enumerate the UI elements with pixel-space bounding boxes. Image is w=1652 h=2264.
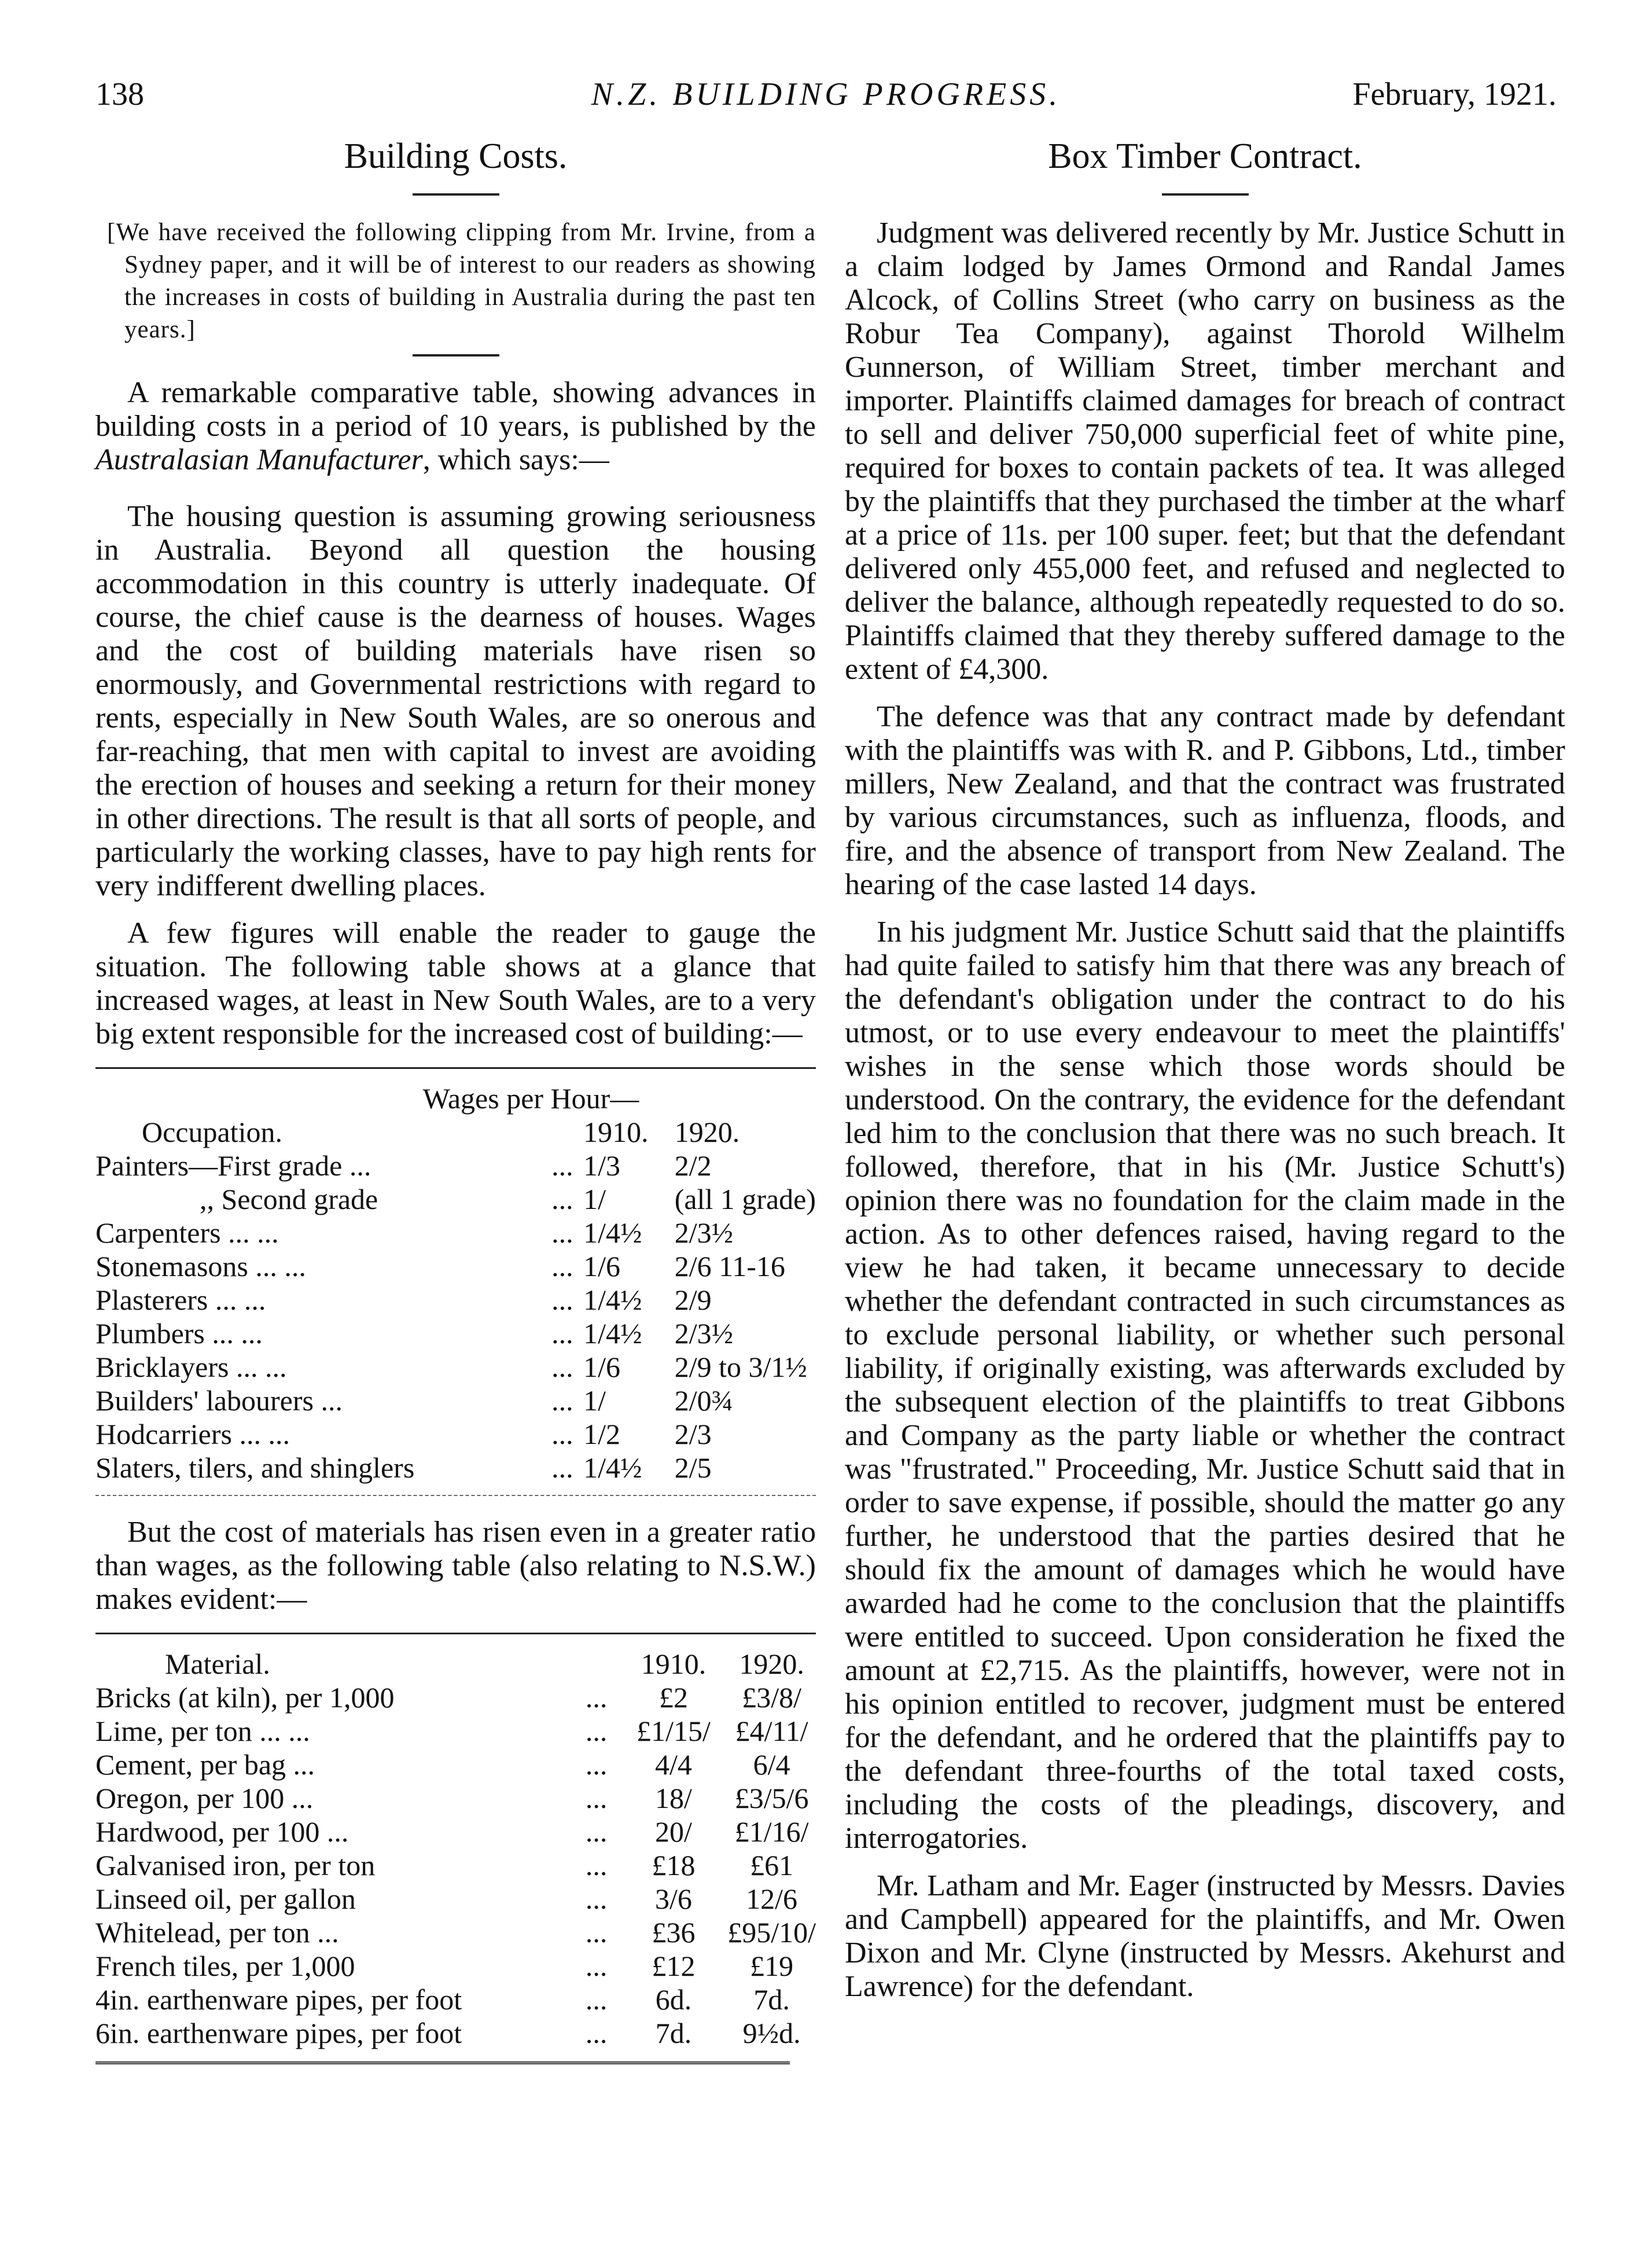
ruling-paragraph: In his judgment Mr. Justice Schutt said that the plaintiffs had quite failed to satisfy him that there was any breach of the defendant's obligation under the contract to do his utmost, or to use every endeavour to meet the plaintiffs' wishes in the sense which those words should be understood. On the contrary, the evidence for the defendant led him to the conclusion that there was no such breach. It followed, therefore, that in his (Mr. Justice Schutt's) opinion there was no foundation for the claim made in the action. As to other defences raised, having regard to the view he had taken, it became unnecessary to decide whether the defendant contracted in such circumstances as to exclude personal liability, or whether such personal liability, if originally existing, was afterwards excluded by the subsequent election of the plaintiffs to treat Gibbons and Company as the party liable or whether the contract was "frustrated." Proceeding, Mr. Justice Schutt said that in order to save expense, if possible, should the matter go any further, he understood that the parties desired that he should fix the amount of damages which he would have awarded had he come to the conclusion that the plaintiffs were entitled to succeed. Upon consideration he fixed the amount at £2,715. As the plaintiffs, however, were not in his opinion entitled to recover, judgment must be entered for the defendant, and he ordered that the plaintiffs pay to the defendant three-fourths of the total taxed costs, including the costs of the pleadings, discovery, and interrogatories. (845, 916, 1565, 1855)
leader-dots: ... (585, 1983, 608, 2016)
price-1920-cell: 6/4 (753, 1748, 790, 1781)
material-cell: Whitelead, per ton ... (95, 1916, 339, 1949)
header-spacer (573, 1647, 620, 1681)
price-1920-cell: 12/6 (746, 1883, 798, 1915)
wage-1910-cell: 1/4½ (583, 1451, 642, 1484)
intro-text: A remarkable comparative table, showing advances in building costs in a period of 10 years, is published by the (95, 376, 816, 443)
materials-table-body (95, 1681, 816, 2050)
material-cell: Oregon, per 100 ... (95, 1782, 314, 1814)
leader-dots: ... (551, 1284, 573, 1316)
price-1910-cell: £2 (658, 1681, 688, 1714)
occupation-cell: Slaters, tilers, and shinglers (95, 1451, 415, 1484)
materials-paragraph: But the cost of materials has risen even in a greater ratio than wages, as the following table (also relating to N.S.W.) makes evident:— (95, 1516, 816, 1616)
table-row (95, 1451, 816, 1484)
table-row (95, 1916, 816, 1949)
price-1910-cell: £36 (652, 1916, 696, 1949)
wages-header-row (95, 1115, 816, 1149)
issue-date: February, 1921. (1352, 76, 1557, 112)
judgment-paragraph: Judgment was delivered recently by Mr. Justice Schutt in a claim lodged by James Ormond and Randal James Alcock, of Collins Street (who carry on business as the Robur Tea Company), against Thorold Wilhelm Gunnerson, of William Street, timber merchant and importer. Plaintiffs claimed damages for breach of contract to sell and deliver 750,000 superficial feet of white pine, required for boxes to contain packets of tea. It was alleged by the plaintiffs that they purchased the timber at the wharf at a price of 11s. per 100 super. feet; but that the defendant delivered only 455,000 feet, and refused and neglected to deliver the balance, although repeatedly requested to do so. Plaintiffs claimed that they thereby suffered damage to the extent of £4,300. (845, 216, 1565, 686)
table-row (95, 1417, 816, 1451)
col-1920: 1920. (739, 1648, 804, 1680)
price-1920-cell: £1/16/ (734, 1815, 809, 1848)
col-occupation: Occupation. (142, 1116, 282, 1148)
materials-table (95, 1647, 816, 2050)
wages-header-group-row (95, 1082, 816, 1115)
leader-dots: ... (585, 1815, 608, 1848)
material-cell: Bricks (at kiln), per 1,000 (95, 1681, 395, 1714)
occupation-cell: Plumbers ... ... (95, 1317, 263, 1350)
material-cell: Lime, per ton ... ... (95, 1715, 310, 1747)
leader-dots: ... (585, 1950, 608, 1982)
title-rule (413, 193, 499, 196)
figures-paragraph: A few figures will enable the reader to gauge the situation. The following table shows at a glance that increased wages, at least in New South Wales, are to a very big extent responsible for the increased cost of building:— (95, 917, 816, 1050)
counsel-paragraph: Mr. Latham and Mr. Eager (instructed by Messrs. Davies and Campbell) appeared for the plaintiffs, and Mr. Owen Dixon and Mr. Clyne (instructed by Messrs. Akehurst and Lawrence) for the defendant. (845, 1869, 1565, 2003)
price-1910-cell: 20/ (655, 1815, 692, 1848)
table-row (95, 1848, 816, 1882)
table-row (95, 1283, 816, 1317)
end-rule (95, 2061, 790, 2064)
material-cell: 4in. earthenware pipes, per foot (95, 1983, 462, 2016)
table-row (95, 1748, 816, 1781)
leader-dots: ... (551, 1384, 573, 1417)
table-row (95, 1815, 816, 1848)
price-1910-cell: 6d. (655, 1983, 692, 2016)
wage-1910-cell: 1/6 (583, 1351, 621, 1383)
col-1920: 1920. (674, 1116, 740, 1148)
leader-dots: ... (551, 1149, 573, 1182)
editor-note: [We have received the following clipping from Mr. Irvine, from a Sydney paper, and it will be of interest to our readers as showing the increases in costs of building in Australia during the past ten years.] (107, 219, 816, 343)
price-1910-cell: £18 (652, 1849, 696, 1881)
article-title: Building Costs. (344, 137, 568, 176)
intro-paragraph (95, 376, 816, 477)
materials-header-row (95, 1647, 816, 1681)
intro-text-end: , which says:— (422, 443, 609, 476)
leader-dots: ... (585, 1883, 608, 1915)
wage-1910-cell: 1/3 (583, 1149, 621, 1182)
table-bottom-rule (95, 1495, 816, 1496)
wage-1920-cell: (all 1 grade) (674, 1183, 816, 1215)
wage-1910-cell: 1/4½ (583, 1216, 642, 1249)
material-cell: Galvanised iron, per ton (95, 1849, 376, 1881)
wage-1910-cell: 1/ (583, 1384, 606, 1417)
materials-top-rule (95, 1633, 816, 1634)
price-1920-cell: £19 (750, 1950, 794, 1982)
wage-1920-cell: 2/6 11-16 (674, 1250, 785, 1282)
material-cell: 6in. earthenware pipes, per foot (95, 2017, 462, 2049)
occupation-cell: Stonemasons ... ... (95, 1250, 306, 1282)
col-1910: 1910. (583, 1116, 649, 1148)
table-row (95, 1182, 816, 1216)
leader-dots: ... (551, 1250, 573, 1282)
wage-1920-cell: 2/0¾ (674, 1384, 734, 1417)
table-top-rule (95, 1067, 816, 1069)
leader-dots: ... (585, 1782, 608, 1814)
wage-1920-cell: 2/2 (674, 1149, 712, 1182)
wage-1910-cell: 1/ (583, 1183, 606, 1215)
box-timber-article (845, 133, 1565, 2017)
price-1920-cell: £95/10/ (727, 1916, 816, 1949)
col-material: Material. (165, 1648, 270, 1680)
occupation-cell: Carpenters ... ... (95, 1216, 279, 1249)
table-row (95, 1681, 816, 1714)
page-number: 138 (95, 76, 144, 112)
leader-dots: ... (551, 1216, 573, 1249)
leader-dots: ... (551, 1317, 573, 1350)
building-costs-article (95, 133, 816, 2064)
leader-dots: ... (585, 2017, 608, 2049)
leader-dots: ... (585, 1916, 608, 1949)
price-1910-cell: £12 (652, 1950, 696, 1982)
occupation-cell: ,, Second grade (200, 1183, 378, 1215)
wages-header-group: Wages per Hour— (422, 1082, 639, 1115)
wage-1920-cell: 2/3 (674, 1418, 712, 1450)
price-1910-cell: 4/4 (655, 1748, 692, 1781)
running-header (95, 68, 1557, 120)
table-row (95, 1714, 816, 1748)
table-row (95, 1149, 816, 1182)
occupation-cell: Bricklayers ... ... (95, 1351, 287, 1383)
table-row (95, 2016, 816, 2050)
publication-title: N.Z. BUILDING PROGRESS. (591, 76, 1061, 112)
table-row (95, 1983, 816, 2016)
wage-1910-cell: 1/4½ (583, 1317, 642, 1350)
material-cell: Linseed oil, per gallon (95, 1883, 356, 1915)
table-row (95, 1350, 816, 1384)
table-row (95, 1949, 816, 1983)
table-row (95, 1882, 816, 1916)
wage-1910-cell: 1/4½ (583, 1284, 642, 1316)
occupation-cell: Builders' labourers ... (95, 1384, 343, 1417)
housing-paragraph: The housing question is assuming growing seriousness in Australia. Beyond all question the housing accommodation in this country is utterly inadequate. Of course, the chief cause is the dearness of houses. Wages and the cost of building materials have risen so enormously, and Governmental restrictions with regard to rents, especially in New South Wales, are so onerous and far-reaching, that men with capital to invest are avoiding the erection of houses and seeking a return for their money in other directions. The result is that all sorts of people, and particularly the working classes, have to pay high rents for very indifferent dwelling places. (95, 500, 816, 902)
wages-table-body (95, 1149, 816, 1484)
wage-1920-cell: 2/3½ (674, 1216, 734, 1249)
leader-dots: ... (585, 1849, 608, 1881)
price-1910-cell: £1/15/ (636, 1715, 711, 1747)
leader-dots: ... (551, 1183, 573, 1215)
price-1910-cell: 3/6 (655, 1883, 692, 1915)
title-rule (1162, 193, 1249, 196)
price-1920-cell: 9½d. (742, 2017, 801, 2049)
article-title: Box Timber Contract. (1048, 137, 1362, 176)
leader-dots: ... (551, 1418, 573, 1450)
leader-dots: ... (551, 1351, 573, 1383)
price-1910-cell: 7d. (655, 2017, 692, 2049)
wage-1920-cell: 2/3½ (674, 1317, 734, 1350)
leader-dots: ... (585, 1715, 608, 1747)
price-1920-cell: 7d. (753, 1983, 790, 2016)
table-row (95, 1249, 816, 1283)
wage-1920-cell: 2/9 (674, 1284, 712, 1316)
leader-dots: ... (585, 1681, 608, 1714)
header-spacer (542, 1115, 584, 1149)
defence-paragraph: The defence was that any contract made by defendant with the plaintiffs was with R. and P. Gibbons, Ltd., timber millers, New Zealand, and that the contract was frustrated by various circumstances, such as influenza, floods, and fire, and the absence of transport from New Zealand. The hearing of the case lasted 14 days. (845, 700, 1565, 901)
material-cell: Hardwood, per 100 ... (95, 1815, 349, 1848)
source-publication: Australasian Manufacturer (95, 443, 423, 476)
col-1910: 1910. (641, 1648, 707, 1680)
note-rule (413, 354, 499, 356)
table-row (95, 1317, 816, 1350)
table-row (95, 1216, 816, 1249)
wage-1910-cell: 1/2 (583, 1418, 621, 1450)
price-1920-cell: £3/8/ (742, 1681, 801, 1714)
price-1920-cell: £3/5/6 (734, 1782, 809, 1814)
occupation-cell: Painters—First grade ... (95, 1149, 371, 1182)
price-1910-cell: 18/ (655, 1782, 692, 1814)
table-row (95, 1781, 816, 1815)
wages-table (95, 1082, 816, 1484)
leader-dots: ... (585, 1748, 608, 1781)
material-cell: Cement, per bag ... (95, 1748, 315, 1781)
wage-1920-cell: 2/5 (674, 1451, 712, 1484)
material-cell: French tiles, per 1,000 (95, 1950, 355, 1982)
occupation-cell: Hodcarriers ... ... (95, 1418, 290, 1450)
wage-1910-cell: 1/6 (583, 1250, 621, 1282)
price-1920-cell: £61 (750, 1849, 794, 1881)
leader-dots: ... (551, 1451, 573, 1484)
price-1920-cell: £4/11/ (735, 1715, 808, 1747)
occupation-cell: Plasterers ... ... (95, 1284, 266, 1316)
wage-1920-cell: 2/9 to 3/1½ (674, 1351, 807, 1383)
table-row (95, 1384, 816, 1417)
